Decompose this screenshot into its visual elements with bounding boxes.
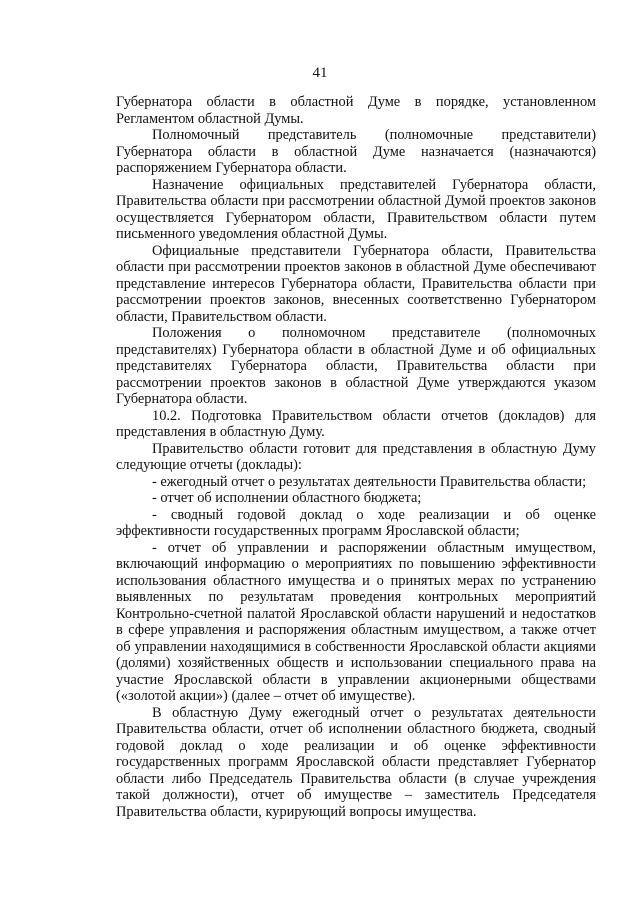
paragraph: Губернатора области в областной Думе в порядке, установленном Регламентом областной Думы. bbox=[116, 94, 596, 127]
list-item: - отчет об исполнении областного бюджета; bbox=[152, 490, 422, 506]
section-heading: 10.2. Подготовка Правительством области отчетов (докладов) для представления в областную Думу. bbox=[116, 407, 596, 440]
list-item: - ежегодный отчет о результатах деятельности Правительства области; bbox=[152, 473, 587, 490]
document-body bbox=[116, 94, 596, 820]
paragraph: Официальные представители Губернатора области, Правительства области при рассмотрении проектов законов в областной Думе обеспечивают представление интересов Губернатора области, Правительства области при рассмотрении проектов законов, внесенных соответственно Губернатором области, Правительством области. bbox=[116, 242, 596, 325]
list-item: - отчет об управлении и распоряжении областным имуществом, включающий информацию о мероприятиях по повышению эффективности использования областного имущества и о принятых мерах по устранению выявленных по результатам проведения контрольных мероприятий Контрольно-счетной палатой Ярославской области нарушений и недостатков в сфере управления и распоряжения областным имуществом, а также отчет об управлении находящимися в собственности Ярославской области акциями (долями) хозяйственных обществ и использовании специального права на участие Ярославской области в управлении акционерными обществами («золотой акции») (далее – отчет об имуществе). bbox=[116, 539, 596, 704]
paragraph: Полномочный представитель (полномочные представители) Губернатора области в областной Думе назначается (назначаются) распоряжением Губернатора области. bbox=[116, 127, 596, 176]
list-item: - сводный годовой доклад о ходе реализации и об оценке эффективности государственных программ Ярославской области; bbox=[116, 506, 596, 539]
paragraph: Назначение официальных представителей Губернатора области, Правительства области при рассмотрении областной Думой проектов законов осуществляется Губернатором области, Правительством области путем письменного уведомления областной Думы. bbox=[116, 176, 596, 242]
paragraph: Правительство области готовит для представления в областную Думу следующие отчеты (доклады): bbox=[116, 440, 596, 473]
paragraph: Положения о полномочном представителе (полномочных представителях) Губернатора области в областной Думе и об официальных представителях Губернатора области, Правительства области при рассмотрении проектов законов в областной Думе утверждаются указом Губернатора области. bbox=[116, 325, 596, 407]
paragraph: В областную Думу ежегодный отчет о результатах деятельности Правительства области, отчет об исполнении областного бюджета, сводный годовой доклад о ходе реализации и об оценке эффективности государственных программ Ярославской области представляет Губернатор области либо Председатель Правительства области (в случае учреждения такой должности), отчет об имуществе – заместитель Председателя Правительства области, курирующий вопросы имущества. bbox=[116, 704, 596, 820]
page-number: 41 bbox=[312, 65, 328, 81]
